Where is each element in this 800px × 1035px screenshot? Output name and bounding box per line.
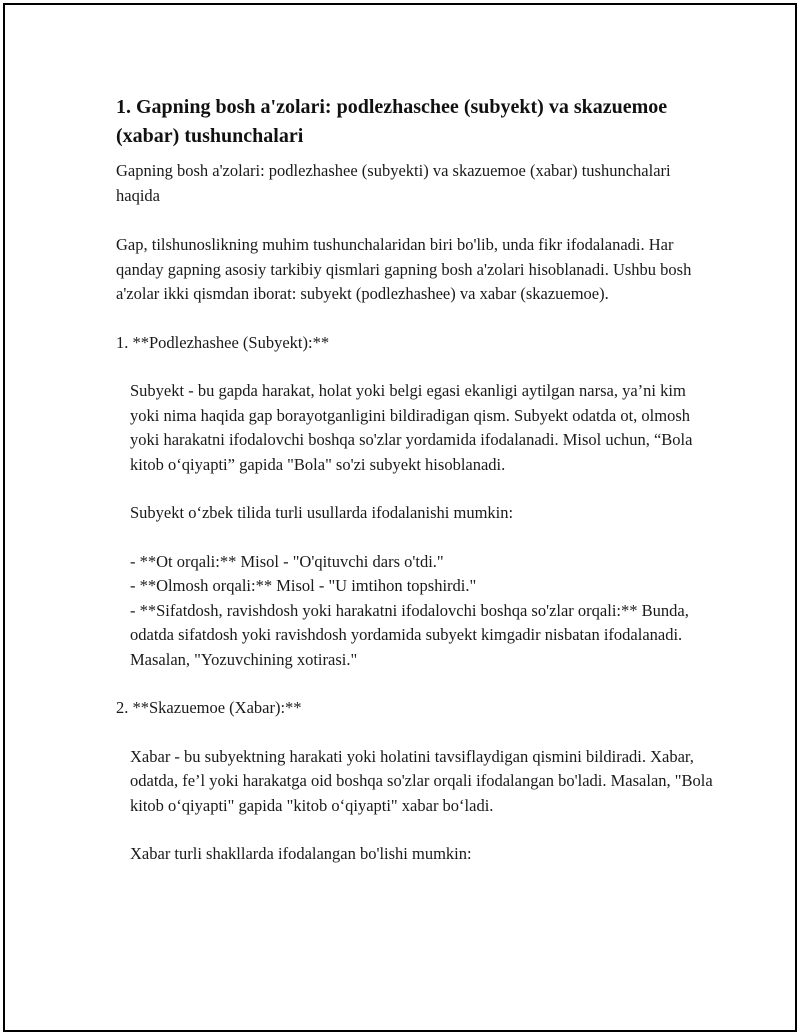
document-body bbox=[116, 93, 716, 867]
section-1-paragraph: Subyekt - bu gapda harakat, holat yoki belgi egasi ekanligi aytilgan narsa, ya’ni kim yoki nima haqida gap borayotganligini bildiradigan qism. Subyekt odatda ot, olmosh yoki harakatni ifodalovchi boshqa so'zlar yordamida ifodalanadi. Misol uchun, “Bola kitob o‘qiyapti” gapida "Bola" so'zi subyekt hisoblanadi. bbox=[130, 381, 697, 474]
list-item: - **Sifatdosh, ravishdosh yoki harakatni ifodalovchi boshqa so'zlar orqali:** Bunda, odatda sifatdosh yoki ravishdosh yordamida subyekt kimgadir nisbatan ifodalanadi. Masalan, "Yozuvchining xotirasi." bbox=[130, 600, 693, 669]
list-item: - **Olmosh orqali:** Misol - "U imtihon topshirdi." bbox=[130, 576, 477, 595]
section-2-heading: 2. **Skazuemoe (Xabar):** bbox=[116, 698, 302, 717]
section-1-list-intro: Subyekt o‘zbek tilida turli usullarda ifodalanishi mumkin: bbox=[130, 503, 514, 522]
document-title: 1. Gapning bosh a'zolari: podlezhaschee (subyekt) va skazuemoe (xabar) tushunchalari bbox=[116, 96, 668, 147]
section-2-paragraph: Xabar - bu subyektning harakati yoki holatini tavsiflaydigan qismini bildiradi. Xabar, odatda, fe’l yoki harakatga oid boshqa so'zlar orqali ifodalangan bo'ladi. Masalan, "Bola kitob o‘qiyapti" gapida "kitob o‘qiyapti" xabar bo‘ladi. bbox=[130, 746, 717, 815]
intro-paragraph: Gap, tilshunoslikning muhim tushunchalaridan biri bo'lib, unda fikr ifodalanadi. Har qanday gapning asosiy tarkibiy qismlari gapning bosh a'zolari hisoblanadi. Ushbu bosh a'zolar ikki qismdan iborat: subyekt (podlezhashee) va xabar (skazuemoe). bbox=[116, 235, 696, 303]
list-item: - **Ot orqali:** Misol - "O'qituvchi dars o'tdi." bbox=[130, 551, 444, 571]
section-1-heading: 1. **Podlezhashee (Subyekt):** bbox=[116, 332, 330, 352]
section-2-list-intro: Xabar turli shakllarda ifodalangan bo'lishi mumkin: bbox=[130, 844, 472, 863]
section-1-list bbox=[116, 550, 716, 673]
document-subtitle: Gapning bosh a'zolari: podlezhashee (subyekti) va skazuemoe (xabar) tushunchalari haqida bbox=[116, 161, 675, 205]
